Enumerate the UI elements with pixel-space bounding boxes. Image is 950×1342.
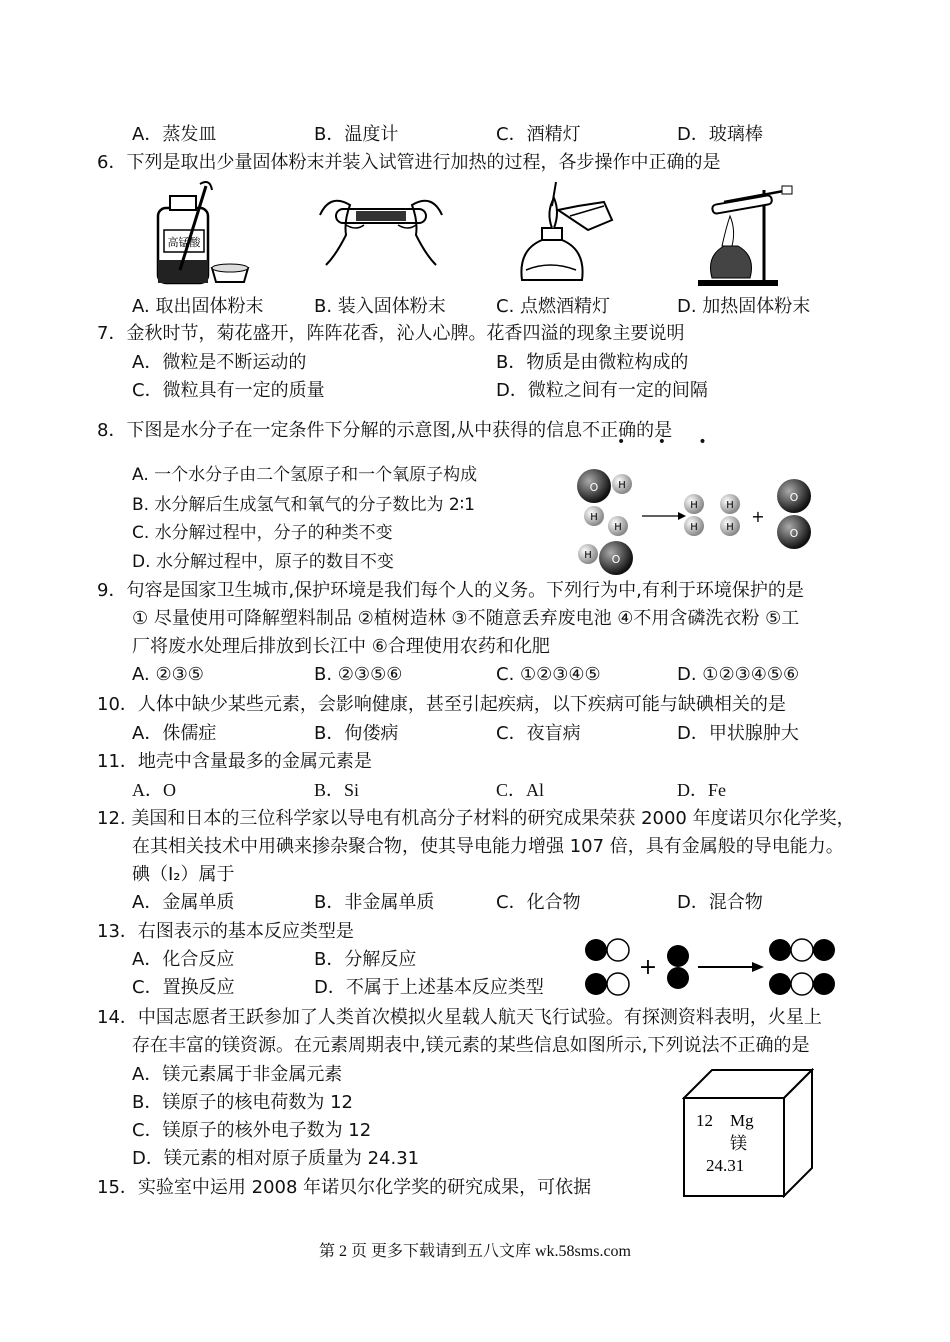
q7-option-b: B．物质是由微粒构成的	[496, 352, 689, 373]
q9-option-c: C. ①②③④⑤	[496, 664, 601, 685]
q6-caption-d: D. 加热固体粉末	[677, 296, 811, 317]
q10-option-a: A．侏儒症	[132, 723, 217, 744]
q13-option-c: C．置换反应	[132, 977, 235, 998]
q12-option-a: A．金属单质	[132, 892, 235, 913]
q7-option-c: C．微粒具有一定的质量	[132, 380, 325, 401]
svg-text:H: H	[726, 500, 734, 511]
test-tube-hands-illustration	[316, 185, 446, 275]
q8-question: 8．下图是水分子在一定条件下分解的示意图,从中获得的信息不正确的是	[97, 420, 673, 441]
q6-caption-b: B. 装入固体粉末	[314, 296, 446, 317]
q14-option-c: C．镁原子的核外电子数为 12	[132, 1120, 372, 1141]
q14-option-b: B．镁原子的核电荷数为 12	[132, 1092, 353, 1113]
svg-text:H: H	[590, 512, 598, 523]
q8-option-c: C. 水分解过程中，分子的种类不变	[132, 523, 393, 543]
q13-question: 13．右图表示的基本反应类型是	[97, 921, 354, 942]
q6-question: 6．下列是取出少量固体粉末并装入试管进行加热的过程，各步操作中正确的是	[97, 152, 721, 173]
magnesium-element-card	[682, 1068, 814, 1198]
q12-line3: 碘（I₂）属于	[132, 864, 235, 885]
q10-option-d: D．甲状腺肿大	[677, 723, 799, 744]
svg-text:O: O	[611, 553, 621, 566]
reaction-type-diagram	[584, 934, 836, 1002]
q10-option-c: C．夜盲病	[496, 723, 581, 744]
q11-option-a: A．O	[132, 780, 176, 800]
bottle-spoon-illustration	[150, 180, 255, 290]
q9-line2: ① 尽量使用可降解塑料制品 ②植树造林 ③不随意丢弃废电池 ④不用含磷洗衣粉 ⑤工	[132, 608, 800, 629]
q12-option-c: C．化合物	[496, 892, 581, 913]
water-decomposition-diagram	[566, 464, 818, 576]
alcohol-lamp-lighting-illustration	[512, 180, 622, 290]
bottle-label: 高锰酸	[167, 236, 201, 249]
svg-text:H: H	[584, 550, 592, 561]
q14-line2: 存在丰富的镁资源。在元素周期表中,镁元素的某些信息如图所示,下列说法不正确的是	[132, 1035, 810, 1056]
q5-option-d: D．玻璃棒	[677, 124, 763, 145]
heating-stand-illustration	[694, 180, 804, 290]
q9-option-b: B. ②③⑤⑥	[314, 664, 403, 685]
svg-text:H: H	[690, 500, 698, 511]
q7-option-d: D．微粒之间有一定的间隔	[496, 380, 708, 401]
q6-caption-c: C. 点燃酒精灯	[496, 296, 611, 317]
svg-text:H: H	[726, 522, 734, 533]
q5-option-b: B．温度计	[314, 124, 399, 145]
q13-option-a: A．化合反应	[132, 949, 235, 970]
svg-text:H: H	[690, 522, 698, 533]
q10-question: 10．人体中缺少某些元素，会影响健康，甚至引起疾病，以下疾病可能与缺碘相关的是	[97, 694, 786, 715]
q9-line3: 厂将废水处理后排放到长江中 ⑥合理使用农药和化肥	[132, 636, 550, 657]
q11-option-b: B．Si	[314, 780, 360, 800]
element-symbol: Mg	[730, 1111, 754, 1130]
q9-option-a: A. ②③⑤	[132, 664, 204, 685]
svg-text:H: H	[618, 480, 626, 491]
q8-option-d: D. 水分解过程中，原子的数目不变	[132, 552, 394, 572]
q10-option-b: B．佝偻病	[314, 723, 399, 744]
q9-option-d: D. ①②③④⑤⑥	[677, 664, 800, 685]
emphasis-dots: • • •	[617, 434, 721, 450]
q7-question: 7．金秋时节，菊花盛开，阵阵花香，沁人心脾。花香四溢的现象主要说明	[97, 323, 685, 344]
q13-option-d: D．不属于上述基本反应类型	[314, 977, 544, 998]
q8-option-b: B. 水分解后生成氢气和氧气的分子数比为 2∶1	[132, 495, 475, 515]
q11-question: 11．地壳中含量最多的金属元素是	[97, 751, 372, 772]
q12-option-b: B．非金属单质	[314, 892, 435, 913]
svg-text:O: O	[589, 481, 599, 494]
q13-option-b: B．分解反应	[314, 949, 417, 970]
q5-option-c: C．酒精灯	[496, 124, 581, 145]
q15-question: 15．实验室中运用 2008 年诺贝尔化学奖的研究成果，可依据	[97, 1177, 592, 1198]
element-number: 12	[696, 1111, 713, 1130]
element-name: 镁	[730, 1134, 747, 1154]
svg-text:+: +	[751, 507, 765, 526]
q12-line1: 12. 美国和日本的三位科学家以导电有机高分子材料的研究成果荣获 2000 年度诺贝尔化学奖，	[97, 808, 855, 829]
svg-text:+: +	[638, 955, 658, 980]
q11-option-d: D．Fe	[677, 780, 726, 800]
page-footer: 第 2 页 更多下载请到五八文库 wk.58sms.com	[318, 1243, 631, 1260]
q14-option-d: D．镁元素的相对原子质量为 24.31	[132, 1148, 420, 1169]
q11-option-c: C．Al	[496, 780, 545, 800]
q12-option-d: D．混合物	[677, 892, 763, 913]
q6-caption-a: A. 取出固体粉末	[132, 296, 264, 317]
element-mass: 24.31	[706, 1156, 745, 1175]
svg-text:O: O	[789, 527, 799, 540]
q14-line1: 14．中国志愿者王跃参加了人类首次模拟火星载人航天飞行试验。有探测资料表明，火星上	[97, 1007, 822, 1028]
q7-option-a: A．微粒是不断运动的	[132, 352, 307, 373]
svg-text:O: O	[789, 491, 799, 504]
q9-question: 9．句容是国家卫生城市,保护环境是我们每个人的义务。下列行为中,有利于环境保护的是	[97, 580, 804, 601]
svg-text:H: H	[614, 522, 622, 533]
q5-option-a: A．蒸发皿	[132, 124, 217, 145]
q12-line2: 在其相关技术中用碘来掺杂聚合物，使其导电能力增强 107 倍，具有金属般的导电能力。	[132, 836, 844, 857]
q8-option-a: A. 一个水分子由二个氢原子和一个氧原子构成	[132, 465, 478, 485]
q14-option-a: A．镁元素属于非金属元素	[132, 1064, 343, 1085]
